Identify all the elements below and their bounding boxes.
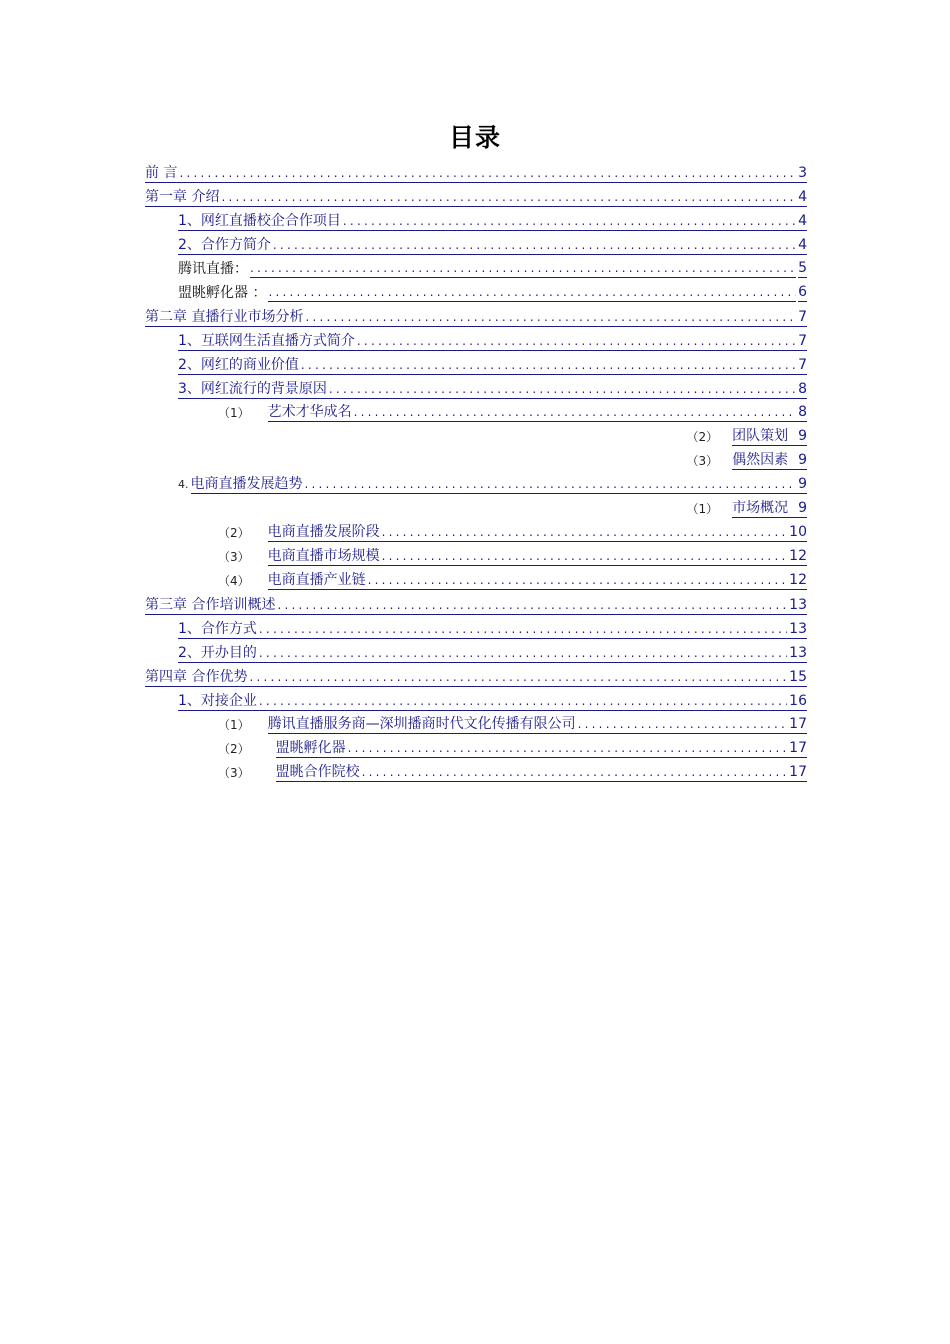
toc-entry-prefix: （2） <box>218 526 250 540</box>
dot-leader <box>301 356 796 374</box>
toc-page-number: 16 <box>789 693 807 709</box>
toc-entry-link <box>276 763 807 782</box>
toc-entry-prefix: （1） <box>218 718 250 732</box>
toc-entry-link <box>268 523 807 542</box>
toc-entry-prefix: （1） <box>686 502 719 516</box>
toc-page-number: 17 <box>789 716 807 732</box>
toc-entry-label: 团队策划 <box>732 428 789 444</box>
toc-entry-subsection[interactable] <box>218 544 807 566</box>
toc-entry-label: 盟眺孵化器 <box>275 740 346 756</box>
toc-entry-section[interactable] <box>178 616 807 639</box>
toc-entry-section[interactable] <box>178 640 807 663</box>
dot-leader <box>343 212 796 230</box>
toc-entry-section[interactable] <box>178 472 807 494</box>
toc-page-number: 7 <box>798 309 807 325</box>
toc-entry-prefix: 4. <box>178 478 189 491</box>
toc-page-number: 8 <box>798 404 807 420</box>
dot-leader <box>277 596 787 614</box>
toc-page-number: 9 <box>798 500 807 516</box>
toc-entry-label: 电商直播发展阶段 <box>267 524 380 540</box>
toc-entry-subsection[interactable] <box>218 568 807 590</box>
toc-entry-label: 2、合作方简介 <box>178 237 271 253</box>
toc-entry-label: 市场概况 <box>732 500 789 516</box>
toc-entry-label: 盟眺合作院校 <box>275 764 360 780</box>
toc-entry-label: 腾讯直播服务商—深圳播商时代文化传播有限公司 <box>267 716 576 732</box>
toc-entry-link <box>276 739 807 758</box>
toc-entry-label: 1、对接企业 <box>178 693 257 709</box>
toc-entry-section[interactable] <box>178 352 807 375</box>
toc-entry-label: 第二章 直播行业市场分析 <box>145 309 304 325</box>
toc-entry-prefix: （3） <box>218 550 250 564</box>
toc-entry-label: 电商直播市场规模 <box>267 548 380 564</box>
dot-leader <box>250 259 796 278</box>
toc-entry-link <box>268 571 807 590</box>
toc-entry-prefix: （1） <box>218 406 250 420</box>
toc-entry-label: 1、合作方式 <box>178 621 257 637</box>
toc-page-number: 5 <box>798 260 807 276</box>
dot-leader <box>382 547 788 565</box>
toc-entry-label: 腾讯直播： <box>178 261 248 277</box>
toc-entry-label: 1、网红直播校企合作项目 <box>178 213 341 229</box>
toc-entry-subsection[interactable] <box>178 256 807 278</box>
toc-entry-prefix: （2） <box>218 742 250 756</box>
toc-page-number: 4 <box>798 189 807 205</box>
dot-leader <box>179 164 796 182</box>
toc-entry-label: 1、互联网生活直播方式简介 <box>178 333 355 349</box>
toc-page-number: 12 <box>789 572 807 588</box>
toc-page-number: 13 <box>789 621 807 637</box>
toc-entry-section[interactable] <box>178 328 807 351</box>
toc-entry-subsection[interactable] <box>600 496 807 518</box>
toc-entry-link <box>732 451 807 470</box>
dot-leader <box>273 236 796 254</box>
toc-page-number: 7 <box>798 357 807 373</box>
toc-page-number: 9 <box>798 476 807 492</box>
toc-entry-subsection[interactable] <box>178 280 807 302</box>
toc-entry-prefix: （2） <box>686 430 719 444</box>
toc-entry-section[interactable] <box>178 208 807 231</box>
page-title: 目录 <box>448 123 501 152</box>
toc-entry-preface[interactable] <box>145 160 807 183</box>
dot-leader <box>259 644 787 662</box>
dot-leader <box>259 692 787 710</box>
toc-page-number: 6 <box>798 284 807 300</box>
toc-entry-subsection[interactable] <box>218 736 807 758</box>
toc-entry-link <box>191 475 808 494</box>
toc-entry-link <box>268 403 807 422</box>
toc-page-number: 8 <box>798 381 807 397</box>
toc-entry-label: 2、开办目的 <box>178 645 257 661</box>
dot-leader <box>268 283 796 302</box>
toc-entry-label: 2、网红的商业价值 <box>178 357 299 373</box>
dot-leader <box>259 620 787 638</box>
toc-page-number: 12 <box>789 548 807 564</box>
toc-entry-section[interactable] <box>178 376 807 399</box>
dot-leader <box>368 571 788 589</box>
toc-entry-link <box>268 547 807 566</box>
toc-page-number: 4 <box>798 213 807 229</box>
toc-entry-label: 盟眺孵化器 ： <box>178 285 267 301</box>
toc-entry-label: 电商直播发展趋势 <box>190 476 303 492</box>
toc-entry-chapter-4[interactable] <box>145 664 807 687</box>
dot-leader <box>305 308 796 326</box>
toc-entry-link <box>268 715 807 734</box>
dot-leader <box>348 739 788 757</box>
toc-entry-subsection[interactable] <box>218 400 807 422</box>
toc-entry-section[interactable] <box>178 232 807 255</box>
toc-page-number: 4 <box>798 237 807 253</box>
toc-entry-prefix: （3） <box>686 454 719 468</box>
toc-page-number: 10 <box>789 524 807 540</box>
dot-leader <box>382 523 788 541</box>
toc-entry-link <box>732 427 807 446</box>
toc-entry-prefix: （4） <box>218 574 250 588</box>
toc-entry-label: 偶然因素 <box>732 452 789 468</box>
toc-entry-label: 电商直播产业链 <box>267 572 366 588</box>
toc-entry-chapter-3[interactable] <box>145 592 807 615</box>
toc-entry-label: 前 言 <box>145 165 178 181</box>
toc-entry-chapter-2[interactable] <box>145 304 807 327</box>
toc-page-number: 3 <box>798 165 807 181</box>
dot-leader <box>221 188 796 206</box>
toc-page-number: 13 <box>789 645 807 661</box>
toc-entry-label: 第四章 合作优势 <box>145 669 248 685</box>
toc-entry-subsection[interactable] <box>600 424 807 446</box>
toc-page-number: 17 <box>789 740 807 756</box>
dot-leader <box>354 403 796 421</box>
dot-leader <box>249 668 787 686</box>
toc-entry-subsection[interactable] <box>218 760 807 782</box>
dot-leader <box>329 380 796 398</box>
toc-entry-subsection[interactable] <box>218 520 807 542</box>
dot-leader <box>362 763 788 781</box>
dot-leader <box>357 332 796 350</box>
toc-entry-chapter-1[interactable] <box>145 184 807 207</box>
toc-entry-label: 第一章 介绍 <box>145 189 220 205</box>
toc-entry-section[interactable] <box>178 688 807 711</box>
toc-page-number: 13 <box>789 597 807 613</box>
toc-entry-subsection[interactable] <box>218 712 807 734</box>
toc-entry-label: 3、网红流行的背景原因 <box>178 381 327 397</box>
toc-entry-label: 艺术才华成名 <box>267 404 352 420</box>
toc-entry-prefix: （3） <box>218 766 250 780</box>
dot-leader <box>305 475 797 493</box>
toc-page-number: 9 <box>798 452 807 468</box>
dot-leader <box>578 715 788 733</box>
toc-entry-subsection[interactable] <box>600 448 807 470</box>
toc-page-number: 9 <box>798 428 807 444</box>
toc-page-number: 7 <box>798 333 807 349</box>
toc-entry-link <box>732 499 807 518</box>
toc-page-number: 17 <box>789 764 807 780</box>
toc-page-number: 15 <box>789 669 807 685</box>
toc-entry-label: 第三章 合作培训概述 <box>145 597 276 613</box>
